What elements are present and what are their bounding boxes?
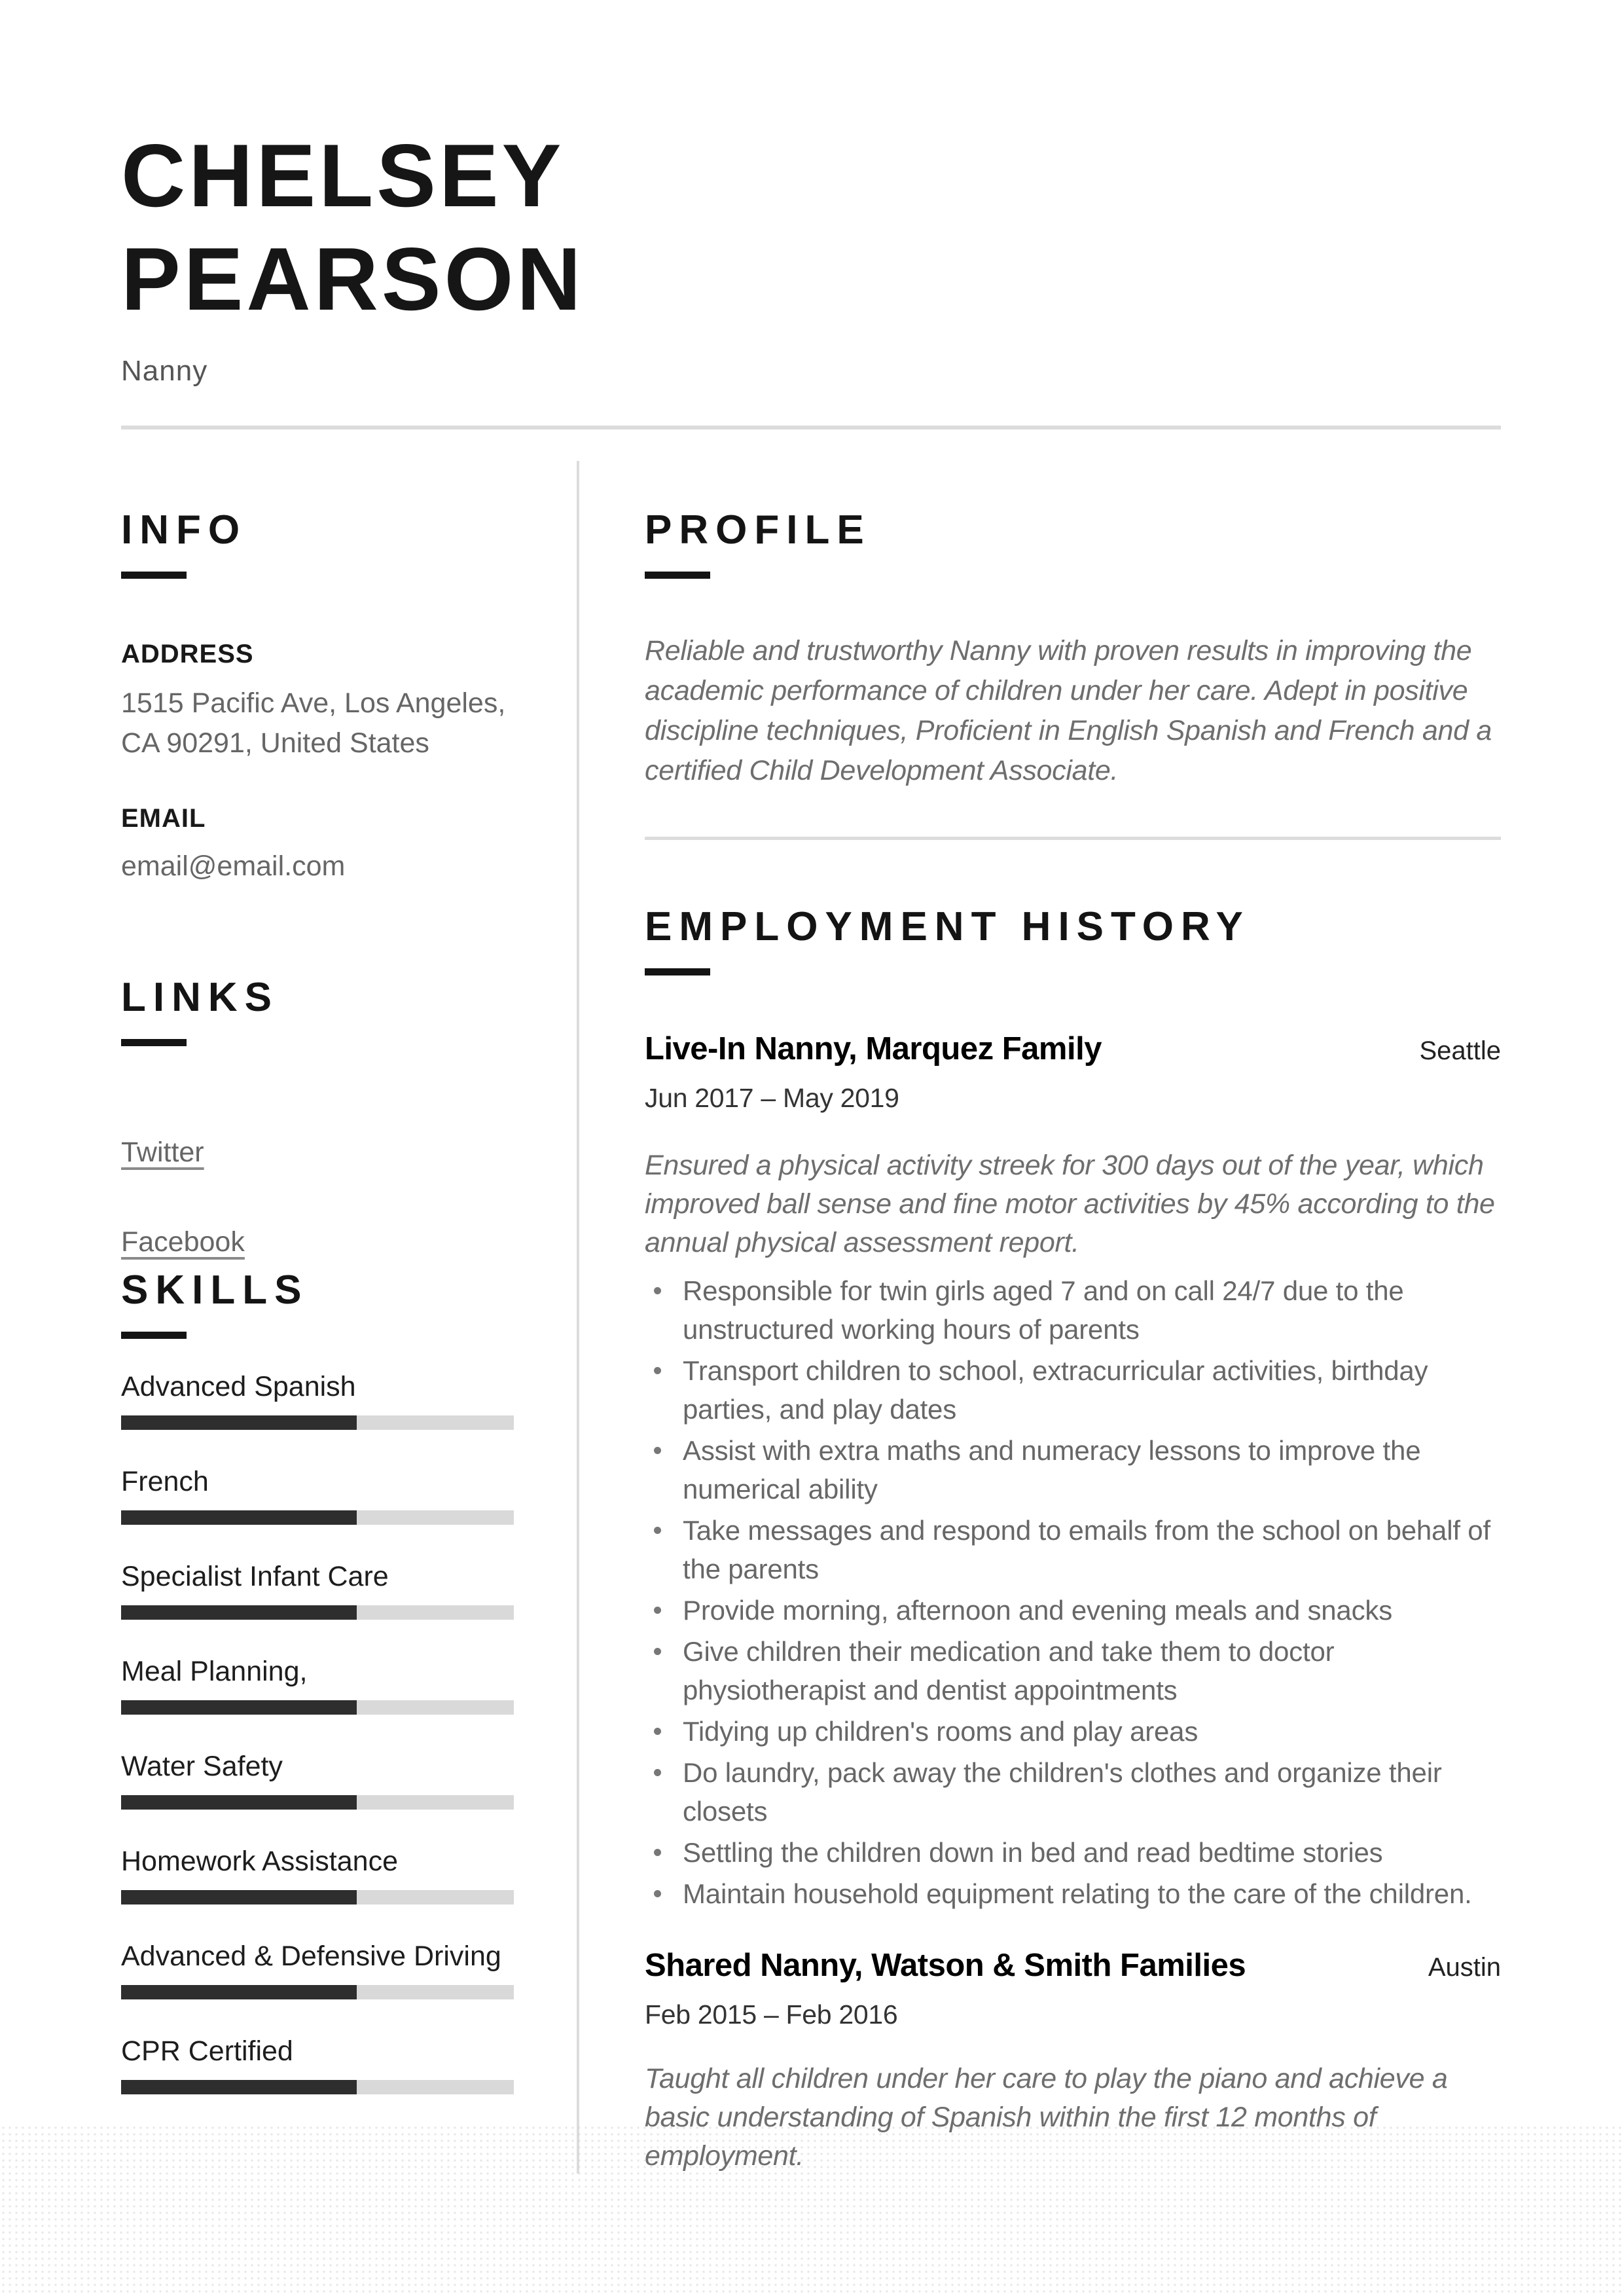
skill-item <box>121 1465 527 1525</box>
job-entry <box>645 1030 1501 1913</box>
employment-title-underline <box>645 968 710 975</box>
skill-level-bar <box>121 1415 514 1430</box>
info-section-title: INFO <box>121 507 247 553</box>
skill-name: Water Safety <box>121 1750 283 1782</box>
skills-section <box>121 1267 527 2094</box>
skill-item <box>121 1750 527 1810</box>
job-location: Seattle <box>1419 1036 1501 1065</box>
skill-level-fill <box>121 2080 357 2094</box>
skill-level-fill <box>121 1985 357 1999</box>
job-title: Live-In Nanny, Marquez Family <box>645 1030 1102 1066</box>
skill-level-bar <box>121 1985 514 1999</box>
employment-section-title: EMPLOYMENT HISTORY <box>645 903 1250 949</box>
job-title-row <box>645 1030 1501 1067</box>
name-line-2: PEARSON <box>121 228 585 329</box>
person-name <box>121 124 1501 331</box>
skill-name: French <box>121 1465 209 1497</box>
job-bullet: Provide morning, afternoon and evening meals and snacks <box>645 1591 1501 1630</box>
job-role-subtitle: Nanny <box>121 354 208 387</box>
job-bullet: Take messages and respond to emails from the school on behalf of the parents <box>645 1511 1501 1588</box>
job-dates: Feb 2015 – Feb 2016 <box>645 1999 898 2030</box>
skill-item <box>121 1655 527 1715</box>
skill-name: CPR Certified <box>121 2035 293 2067</box>
skill-item <box>121 1370 527 1430</box>
profile-employment-divider <box>645 837 1501 840</box>
skill-item <box>121 2037 527 2094</box>
profile-summary-text: Reliable and trustworthy Nanny with proven results in improving the academic performance of children under her care. Adept in positive discipline techniques, Proficient in English Spanish and French and a certified Child Development Associate. <box>645 634 1492 786</box>
skill-level-bar <box>121 1890 514 1904</box>
job-bullet: Responsible for twin girls aged 7 and on call 24/7 due to the unstructured working hours of parents <box>645 1271 1501 1349</box>
facebook-link[interactable]: Facebook <box>121 1226 245 1258</box>
columns-container <box>121 429 1501 2176</box>
skill-item <box>121 1845 527 1904</box>
skill-item <box>121 1942 527 1999</box>
skill-level-fill <box>121 1605 357 1620</box>
address-label: ADDRESS <box>121 639 254 668</box>
skill-name: Advanced Spanish <box>121 1370 356 1402</box>
skill-name: Advanced & Defensive Driving <box>121 1940 501 1972</box>
job-bullet: Do laundry, pack away the children's clothes and organize their closets <box>645 1753 1501 1831</box>
skill-name: Homework Assistance <box>121 1845 398 1877</box>
skill-level-bar <box>121 1795 514 1810</box>
profile-title-underline <box>645 572 710 579</box>
employment-section <box>645 903 1501 2176</box>
info-title-underline <box>121 572 187 579</box>
name-line-1: CHELSEY <box>121 126 565 225</box>
job-title: Shared Nanny, Watson & Smith Families <box>645 1947 1246 1983</box>
job-bullet: Give children their medication and take them to doctor physiotherapist and dentist appointments <box>645 1632 1501 1709</box>
profile-section-title: PROFILE <box>645 507 871 553</box>
skill-level-bar <box>121 1605 514 1620</box>
address-line-2: CA 90291, United States <box>121 727 429 759</box>
skill-item <box>121 1560 527 1620</box>
skill-level-bar <box>121 1510 514 1525</box>
job-location: Austin <box>1428 1952 1501 1982</box>
links-section-title: LINKS <box>121 974 279 1020</box>
skills-list <box>121 1370 527 2094</box>
profile-section <box>645 507 1501 791</box>
skill-level-bar <box>121 1700 514 1715</box>
left-sidebar <box>121 429 527 2132</box>
skill-name: Specialist Infant Care <box>121 1560 389 1592</box>
twitter-link[interactable]: Twitter <box>121 1136 204 1168</box>
skill-level-bar <box>121 2080 514 2094</box>
job-summary: Ensured a physical activity streek for 300 days out of the year, which improved ball sense and fine motor activities by 45% according to the annual physical assessment report. <box>645 1149 1495 1258</box>
job-bullet: Assist with extra maths and numeracy lessons to improve the numerical ability <box>645 1431 1501 1508</box>
skill-level-fill <box>121 1890 357 1904</box>
job-bullet: Transport children to school, extracurricular activities, birthday parties, and play dates <box>645 1351 1501 1429</box>
job-summary: Taught all children under her care to play the piano and achieve a basic understanding of Spanish within the first 12 months of employment. <box>645 2062 1448 2172</box>
email-value: email@email.com <box>121 850 346 882</box>
address-value <box>121 683 527 763</box>
skill-level-fill <box>121 1700 357 1715</box>
info-section <box>121 507 527 886</box>
main-content <box>645 429 1501 2176</box>
skill-level-fill <box>121 1415 357 1430</box>
skill-name: Meal Planning, <box>121 1655 308 1687</box>
job-entry <box>645 1947 1501 2176</box>
links-section <box>121 974 527 1258</box>
job-bullet: Tidying up children's rooms and play areas <box>645 1712 1501 1751</box>
job-bullet: Maintain household equipment relating to the care of the children. <box>645 1874 1501 1913</box>
skills-title-underline <box>121 1332 187 1339</box>
skill-level-fill <box>121 1795 357 1810</box>
skills-section-title: SKILLS <box>121 1267 309 1313</box>
job-dates: Jun 2017 – May 2019 <box>645 1082 899 1113</box>
skill-level-fill <box>121 1510 357 1525</box>
email-label: EMAIL <box>121 803 206 833</box>
job-title-row <box>645 1947 1501 1984</box>
address-line-1: 1515 Pacific Ave, Los Angeles, <box>121 687 506 719</box>
job-bullet-list <box>645 1271 1501 1913</box>
job-bullet: Settling the children down in bed and read bedtime stories <box>645 1833 1501 1872</box>
links-title-underline <box>121 1039 187 1046</box>
resume-header <box>121 124 1501 388</box>
